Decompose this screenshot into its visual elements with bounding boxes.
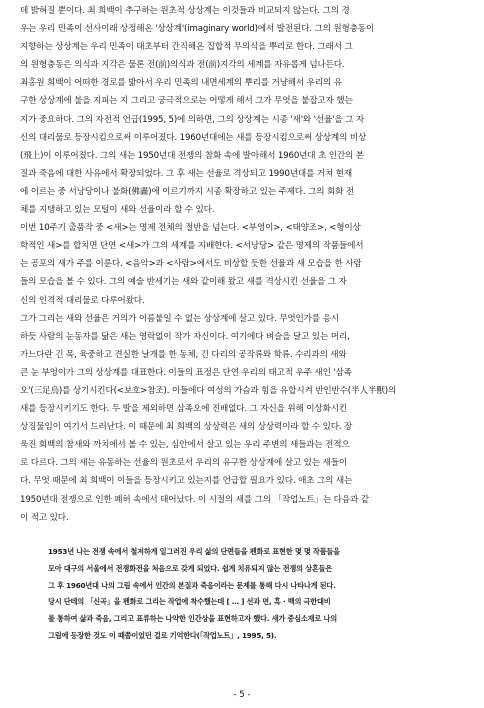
quote-line: 그림에 등장한 것도 이 때쯤이었던 걸로 기억한다(「작업노트」, 1995, 5). <box>48 630 277 640</box>
body-line: 신의 대리물로 등장시킴으로써 이루어졌다. 1960년대에는 새를 등장시킴으로써 상상계의 비상 <box>20 132 367 143</box>
body-line: 가느다란 긴 목, 육중하고 견실한 날개를 한 동체, 긴 다리의 공작류와 학류. 수리과의 새와 <box>20 349 347 360</box>
body-line: 지가 중요하다. 그의 자전적 언급(1995, 5)에 의하면, 그의 상상계는 시종 '새'와 '선율'을 그 자 <box>20 114 365 125</box>
body-text <box>20 2 464 527</box>
body-line: 1950년대 전쟁으로 인한 폐허 속에서 태어났다. 이 시절의 새를 그의 「작업노트」는 다음과 같 <box>20 494 369 505</box>
body-line: 지향하는 상상계는 우리 민족이 태초부터 간직해온 집합적 무의식을 뿌리로 한다. 그래서 그 <box>20 42 353 53</box>
body-line: 의 원형충동은 의식과 지각은 물론 전(前)의식과 전(前)지각의 세계를 자유롭게 넘나든다. <box>20 60 345 71</box>
body-line: 질과 죽음에 대한 사유에서 확장되었다. 그 후 새는 선율로 격상되고 1990년대를 거쳐 현재 <box>20 168 352 179</box>
body-line: 하듯 사람의 눈동자를 닮은 새는 영락없이 작가 자신이다. 여기에다 벼슬을 달고 있는 머리, <box>20 331 350 342</box>
body-line: 다. 무엇 때문에 최 희백이 이들을 등장시키고 있는지를 언급할 필요가 있다. 애초 그의 새는 <box>20 476 353 487</box>
body-line: 들의 모습을 볼 수 있다. 그의 예술 반세기는 새와 같이해 왔고 새를 격상시킨 선율을 그 자 <box>20 277 347 288</box>
body-line: 우는 우리 민족이 선사이래 상정해온 '상상계'(imaginary world)에서 발전된다. 그의 원형충동이 <box>20 24 375 35</box>
body-line: 새를 등장시키기도 한다. 두 발을 제외하면 삼족오에 진배없다. 그 자신을 위해 이상화시킨 <box>20 404 348 415</box>
body-line: 상징물임이 여기서 드러난다. 이 때문에 최 희백의 상상력은 새의 상상력이라 할 수 있다. 장 <box>20 422 353 433</box>
body-line: 오'(三足烏)를 상기시킨다(<보호>참조). 이들에다 여성의 가슴과 힘을 유합시켜 반인반수(半人半獸)의 <box>20 385 397 396</box>
quote-line: 1953년 나는 전쟁 속에서 철저하게 일그러진 우리 삶의 단편들을 펜화로 표현한 몇 몇 작품들을 <box>48 547 340 556</box>
quote-line: 당시 단테의 「신곡」을 펜화로 그리는 작업에 착수했는데 [ … ] 선과 면, 흑 · 백의 극한대비 <box>48 597 331 607</box>
body-line: 최홍원 희백이 어떠한 경로를 밟아서 우리 민족의 내면세계의 뿌리를 거냥해서 우리의 유 <box>20 78 342 89</box>
body-line: 데 밝혀질 뿐이다. 최 희백이 추구하는 원초적 상상계는 이것들과 비교되지 않는다. 그의 경 <box>20 6 350 16</box>
body-line: 이번 10주기 출품작 중 <새>는 명제 전체의 절반을 넘는다. <부엉이>, <태양조>, <형이상 <box>20 223 361 234</box>
body-line: 는 공포의 새가 주를 이룬다. <음악>과 <사람>에서도 비상할 듯한 선율과 새 모습을 한 사람 <box>20 259 362 270</box>
body-line: 로 다르다. 그의 새는 유동하는 선율의 원초로서 우리의 유구한 상상계에 살고 있는 새들이 <box>20 458 348 469</box>
block-quote <box>48 544 444 645</box>
quote-line: 그 후 1960년대 나의 그림 속에서 인간의 본질과 죽음이라는 문제를 통해 다시 나타나게 된다. <box>48 580 336 590</box>
body-line: 이 적고 있다. <box>20 512 69 523</box>
body-line: (飛上)이 이루어졌다. 그의 새는 1950년대 전쟁의 참화 속에 발아해서 1960년대 초 인간의 본 <box>20 150 364 161</box>
body-line: 구한 상상계에 불을 지피는 지 그리고 궁극적으로는 어떻게 해서 그가 무엇을 붙잡고자 했는 <box>20 96 353 107</box>
body-line: 에 이르는 중 서낭당이나 불화(佛畵)에 이르기까지 시종 확장하고 있는 주제다. 그의 회화 전 <box>20 186 355 197</box>
page-number: - 5 - <box>233 690 251 700</box>
quote-line: 모아 대구의 서울에서 전쟁화전을 처음으로 갖게 되었다. 쉽게 치유되지 않는 전쟁의 상흔들은 <box>48 563 333 573</box>
body-line: 욱진 회백의 참새와 까치에서 볼 수 있는, 심안에서 살고 있는 우리 주변의 새들과는 전적으 <box>20 440 350 451</box>
quote-line: 를 통하여 삶과 죽음, 그리고 표류하는 나약한 인간상을 표현하고자 했다. 새가 중심소재로 나의 <box>48 614 337 624</box>
body-line: 큰 눈 부엉이가 그의 상상계를 대표한다. 이들의 표정은 단연 우리의 태고적 우주 새인 '삼족 <box>20 367 352 378</box>
body-line: 학적인 새>를 합치면 단연 <새>가 그의 세계를 지배한다. <서낭당> 같은 명제의 작품들에서 <box>20 241 364 252</box>
body-line: 신의 인격적 대리물로 다루어왔다. <box>20 295 145 306</box>
body-line: 그가 그리는 새와 선율은 거의가 이름붙일 수 없는 상상계에 살고 있다. 무엇인가를 응시 <box>20 313 339 324</box>
body-line: 체를 지탱하고 있는 모털이 새와 선율이라 할 수 있다. <box>20 205 215 216</box>
